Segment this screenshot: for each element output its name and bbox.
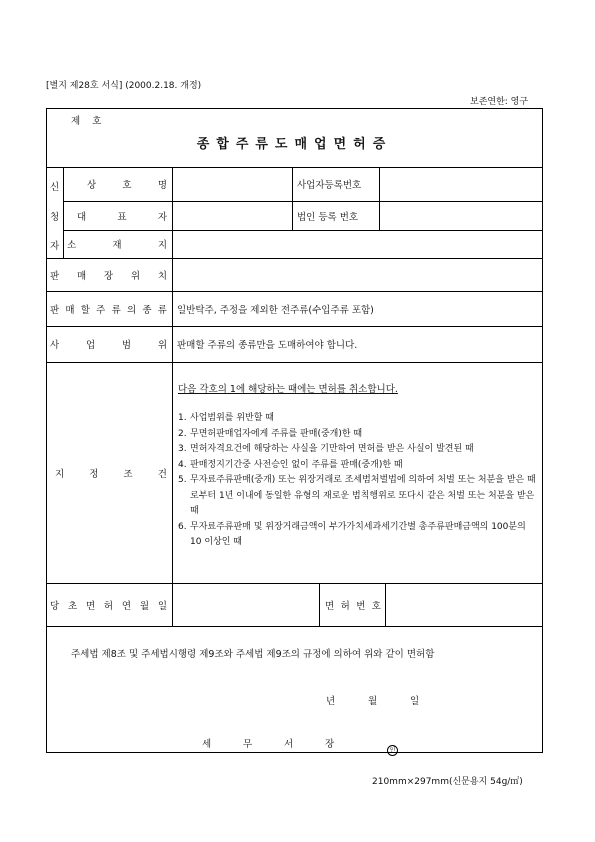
rule-license-mid xyxy=(319,583,320,626)
representative-label: 대 표 자 xyxy=(77,211,167,223)
form-title: 종합주류도매업면허증 xyxy=(196,137,393,152)
paper-spec: 210mm×297mm(신문용지 54g/㎡) xyxy=(372,777,523,787)
corp-reg-no-value[interactable] xyxy=(385,201,535,230)
business-reg-no-label: 사업자등록번호 xyxy=(297,180,362,191)
seal-icon: 인 xyxy=(387,745,398,756)
serial-number-label: 제 호 xyxy=(71,116,102,127)
sales-location-value[interactable] xyxy=(177,258,537,291)
license-no-label: 면 허 번 호 xyxy=(325,600,381,612)
rule-license-mid2 xyxy=(385,583,386,626)
date-month: 월 xyxy=(368,696,378,707)
business-scope-label: 사 업 범 위 xyxy=(50,340,167,351)
liquor-types-value[interactable]: 일반탁주, 주정을 제외한 전주류(수입주류 포함) xyxy=(177,304,374,316)
business-scope-value[interactable]: 판매할 주류의 종류만을 도매하여야 합니다. xyxy=(177,340,358,351)
rule-mid-col2 xyxy=(379,167,380,231)
liquor-types-label: 판 매 할 주 류 의 종 류 xyxy=(50,304,167,316)
sales-location-label: 판 매 장 위 치 xyxy=(50,270,167,282)
corp-reg-no-label: 법인 등록 번호 xyxy=(297,211,359,223)
form-number: [별지 제28호 서식] (2000.2.18. 개정) xyxy=(46,81,202,91)
representative-value[interactable] xyxy=(177,201,287,230)
issuer-1: 세 xyxy=(202,739,212,750)
license-form xyxy=(46,108,543,753)
retention-period: 보존연한: 영구 xyxy=(470,97,529,107)
conditions-label: 지 정 조 건 xyxy=(55,468,167,480)
trade-name-label: 상 호 명 xyxy=(87,180,167,191)
applicant-label-3: 자 xyxy=(50,241,60,252)
conditions-intro: 다음 각호의 1에 해당하는 때에는 면허를 취소합니다. xyxy=(178,384,398,395)
initial-license-date-value[interactable] xyxy=(177,583,315,626)
seal-mark xyxy=(387,737,398,756)
applicant-label-1: 신 xyxy=(50,182,60,193)
list-item: 5. 무자료주류판매(중개) 또는 위장거래로 조세범처벌법에 의하여 처벌 또는 처분을 받은 때로부터 1년 이내에 동일한 유형의 재로운 범칙행위로 또다시 같은 처벌 또는 처분을 받은 때 xyxy=(178,475,536,516)
issuance-statement: 주세법 제8조 및 주세법시행령 제9조와 주세법 제9조의 규정에 의하여 위와 같이 면허함 xyxy=(71,649,435,660)
date-day: 일 xyxy=(410,696,420,707)
rule-applicant-col xyxy=(63,167,64,258)
list-item: 4. 판매정지기간중 사전승인 없이 주류를 판매(중개)한 때 xyxy=(178,459,403,470)
rule-label-col xyxy=(172,167,173,626)
list-item: 2. 무면허판매업자에게 주류를 판매(중개)한 때 xyxy=(178,428,363,439)
conditions-list xyxy=(178,411,538,551)
date-year: 년 xyxy=(326,696,336,707)
initial-license-date-label: 당 초 면 허 연 월 일 xyxy=(50,600,167,612)
list-item: 6. 무자료주류판매 및 위장거래금액이 부가가치세과세기간별 총주류판매금액의 100분의 10 이상인 때 xyxy=(178,521,526,547)
address-value[interactable] xyxy=(177,230,537,258)
list-item: 1. 사업범위를 위반할 때 xyxy=(178,413,274,423)
issuer-3: 서 xyxy=(284,739,294,750)
list-item: 3. 면허자격요건에 해당하는 사실을 기만하여 면허를 받은 사실이 발견된 때 xyxy=(178,444,474,454)
trade-name-value[interactable] xyxy=(177,167,287,201)
address-label: 소 재 지 xyxy=(67,240,167,251)
applicant-label-2: 청 xyxy=(50,212,60,223)
business-reg-no-value[interactable] xyxy=(385,167,535,201)
rule-row8 xyxy=(47,626,542,627)
rule-mid-col xyxy=(292,167,293,231)
license-no-value[interactable] xyxy=(391,583,537,626)
issuer-4: 장 xyxy=(325,739,335,750)
issuer-2: 무 xyxy=(243,739,253,750)
